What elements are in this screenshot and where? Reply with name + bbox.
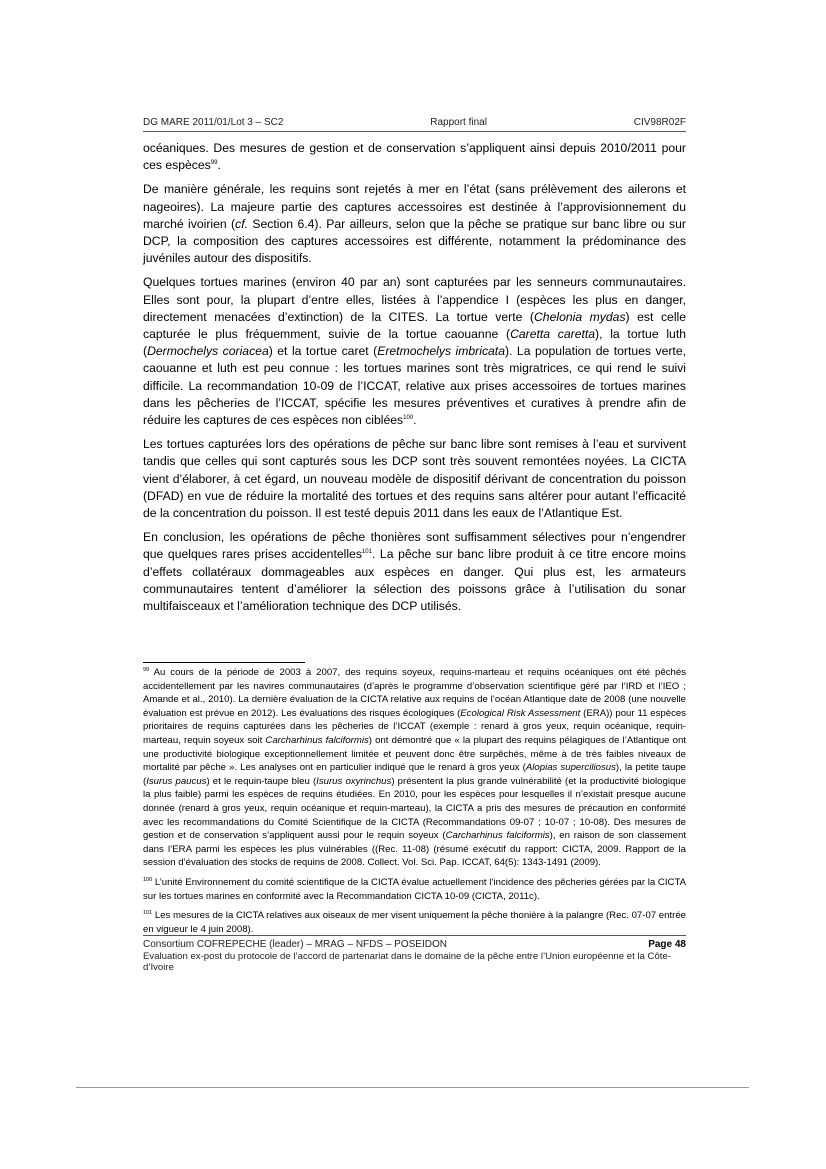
footnote-99: $^{99}$ Au cours de la période de 2003 à 2007, des requins soyeux, requins-marteau et requins océaniques ont été pêchés accidentellement par les navires communautaires (d’après le programme d’observation scientifique géré par l’IRD et l’IEO ; Amande et al., 2010). La dernière évaluation de la CICTA relative aux requins de l’océan Atlantique date de 2008 (une nouvelle évaluation est prévue en 2012). Les évaluations des risques écologiques (Ecological Risk Assessment (ERA)) pour 11 espèces prioritaires de requins capturées dans les pêcheries de l’ICCAT (exemple : renard à gros yeux, requin océanique, requin-marteau, requin soyeux soit Carcharhinus falciformis) ont démontré que « la plupart des requins pélagiques de l’Atlantique ont une productivité biologique exceptionnellement limitée et peuvent donc être surpêchés, même à de très faibles niveaux de mortalité par pêche ». Les analyses ont en particulier indiqué que le renard à gros yeux (Alopias superciliosus), la petite taupe (Isurus paucus) et le requin-taupe bleu (Isurus oxyrinchus) présentent la plus grande vulnérabilité (et la productivité biologique la plus faible) parmi les espèces de requins étudiées. En 2010, pour les espèces pour lesquelles il n’existait presque aucune donnée (renard à gros yeux, requin océanique et requin-marteau), la CICTA a pris des mesures de précaution en conformité avec les recommandations du Comité Scientifique de la CICTA (Recommandations 09-07 ; 10-07 ; 10-08). Des mesures de gestion et de conservation s’appliquent aussi pour le requin soyeux (Carcharhinus falciformis), en raison de son classement dans l’ERA parmi les espèces les plus vulnérables ((Rec. 11-08) (résumé exécutif du rapport: CICTA, 2009. Rapport de la session d’évaluation des stocks de requins de 2008. Collect. Vol. Sci. Pap. ICCAT, 64(5): 1343-1491 (2009). <box>143 666 687 869</box>
header-title: Rapport final <box>430 117 487 128</box>
page-footer <box>143 939 686 973</box>
paragraph: Quelques tortues marines (environ 40 par an) sont capturées par les senneurs communautaires. Elles sont pour, la plupart d’entre elles, listées à l’appendice I (espèces les plus en danger, directement menacées d’extinction) de la CITES. La tortue verte (Chelonia mydas) est celle capturée le plus fréquemment, suivie de la tortue caouanne (Caretta caretta), la tortue luth (Dermochelys coriacea) et la tortue caret (Eretmochelys imbricata). La population de tortues verte, caouanne et luth est peu connue : les tortues marines sont très migratrices, ce qui rend le suivi difficile. La recommandation 10-09 de l’ICCAT, relative aux prises accessoires de tortues marines dans les pêcheries de l’ICCAT, spécifie les mesures préventives et curatives à prendre afin de réduire les captures de ces espèces non ciblées$^{100}$. <box>143 275 687 428</box>
paragraph: océaniques. Des mesures de gestion et de conservation s’appliquent ainsi depuis 2010/2011 pour ces espèces$^{99}$. <box>143 141 686 173</box>
paragraph: Les tortues capturées lors des opérations de pêche sur banc libre sont remises à l’eau et survivent tandis que celles qui sont capturés sous les DCP sont très souvent remontées noyées. La CICTA vient d’élaborer, à cet égard, un nouveau modèle de dispositif dérivant de concentration du poisson (DFAD) en vue de réduire la mortalité des tortues et des requins sans altérer pour autant l’efficacité de la concentration du poisson. Il est testé depuis 2011 dans les eaux de l’Atlantique Est. <box>143 437 686 521</box>
footer-consortium: Consortium COFREPECHE (leader) – MRAG – NFDS – POSEIDON <box>143 939 447 950</box>
footnote-ref: 100 <box>403 414 414 421</box>
footnote-separator <box>143 662 305 663</box>
paragraph: En conclusion, les opérations de pêche thonières sont suffisamment sélectives pour n’engendrer que quelques rares prises accidentelles$^{101}$. La pêche sur banc libre produit à ce titre encore moins d’effets collatéraux dommageables aux espèces en danger. Qui plus est, les armateurs communautaires tentent d’améliorer la sélection des poissons grâce à l’utilisation du sonar multifaisceaux et l’amélioration technique des DCP utilisés. <box>143 530 686 614</box>
page-number: Page 48 <box>648 939 686 950</box>
footnote-101: $^{101}$ Les mesures de la CICTA relatives aux oiseaux de mer visent uniquement la pêche thonière à la palangre (Rec. 07-07 entrée en vigueur le 4 juin 2008). <box>143 909 686 935</box>
header-reference: DG MARE 2011/01/Lot 3 – SC2 <box>143 117 284 128</box>
footnote-100: $^{100}$ L’unité Environnement du comité scientifique de la CICTA évalue actuellement l’incidence des pêcheries gérées par la CICTA sur les tortues marines en conformité avec la Recommandation CICTA 10-09 (CICTA, 2011c). <box>143 876 686 902</box>
main-text <box>143 140 686 622</box>
footnote-ref: 99 <box>210 160 218 167</box>
header-divider <box>143 131 686 132</box>
footer-description: Evaluation ex-post du protocole de l’accord de partenariat dans le domaine de la pêche entre l’Union européenne et la Côte-d’Ivoire <box>143 951 671 973</box>
header-code: CIV98R02F <box>633 117 686 128</box>
footer-divider <box>143 935 686 936</box>
page-bottom-divider <box>76 1087 749 1088</box>
paragraph: De manière générale, les requins sont rejetés à mer en l’état (sans prélèvement des ailerons et nageoires). La majeure partie des captures accessoires est destinée à l’approvisionnement du marché ivoirien (cf. Section 6.4). Par ailleurs, selon que la pêche se pratique sur banc libre ou sur DCP, la composition des captures accessoires est différente, notamment la prédominance des juvéniles autour des dispositifs. <box>143 182 686 266</box>
footnote-ref: 101 <box>361 549 372 556</box>
footnotes <box>143 666 686 942</box>
page-header <box>143 117 686 128</box>
